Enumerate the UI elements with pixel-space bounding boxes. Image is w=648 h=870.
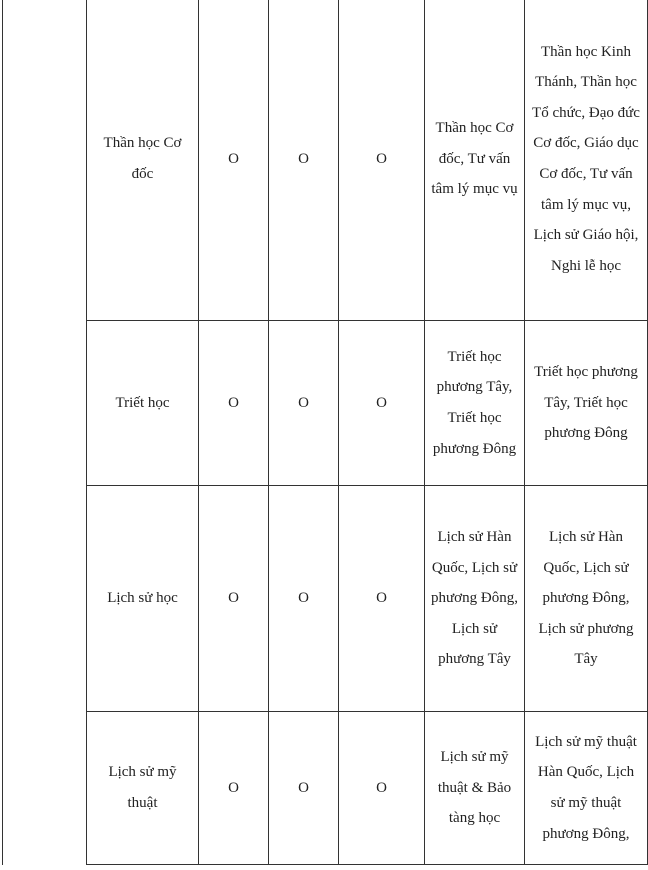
- field-cell: Lịch sử mỹ thuật & Bảo tàng học: [425, 712, 525, 865]
- field-cell: Triết học phương Tây, Triết học phương Đông: [425, 321, 525, 486]
- mark-cell: O: [339, 0, 425, 321]
- subject-cell: Lịch sử mỹ thuật: [87, 712, 199, 865]
- mark-cell: O: [339, 712, 425, 865]
- table-row: [3, 0, 648, 321]
- courses-cell: Triết học phương Tây, Triết học phương Đông: [525, 321, 648, 486]
- subject-cell: Thần học Cơ đốc: [87, 0, 199, 321]
- subject-cell: Triết học: [87, 321, 199, 486]
- table-row: [3, 712, 648, 865]
- table-row: [3, 486, 648, 712]
- courses-cell: Lịch sử mỹ thuật Hàn Quốc, Lịch sử mỹ thuật phương Đông,: [525, 712, 648, 865]
- mark-cell: O: [269, 486, 339, 712]
- curriculum-table: [2, 0, 648, 865]
- field-cell: Thần học Cơ đốc, Tư vấn tâm lý mục vụ: [425, 0, 525, 321]
- courses-cell: Thần học Kinh Thánh, Thần học Tổ chức, Đạo đức Cơ đốc, Giáo dục Cơ đốc, Tư vấn tâm lý mục vụ, Lịch sử Giáo hội, Nghi lễ học: [525, 0, 648, 321]
- table-row: [3, 321, 648, 486]
- mark-cell: O: [339, 321, 425, 486]
- mark-cell: O: [199, 0, 269, 321]
- mark-cell: O: [199, 321, 269, 486]
- field-cell: Lịch sử Hàn Quốc, Lịch sử phương Đông, Lịch sử phương Tây: [425, 486, 525, 712]
- courses-cell: Lịch sử Hàn Quốc, Lịch sử phương Đông, Lịch sử phương Tây: [525, 486, 648, 712]
- group-cell: [3, 0, 87, 865]
- mark-cell: O: [269, 712, 339, 865]
- mark-cell: O: [199, 486, 269, 712]
- mark-cell: O: [269, 321, 339, 486]
- mark-cell: O: [199, 712, 269, 865]
- subject-cell: Lịch sử học: [87, 486, 199, 712]
- mark-cell: O: [269, 0, 339, 321]
- mark-cell: O: [339, 486, 425, 712]
